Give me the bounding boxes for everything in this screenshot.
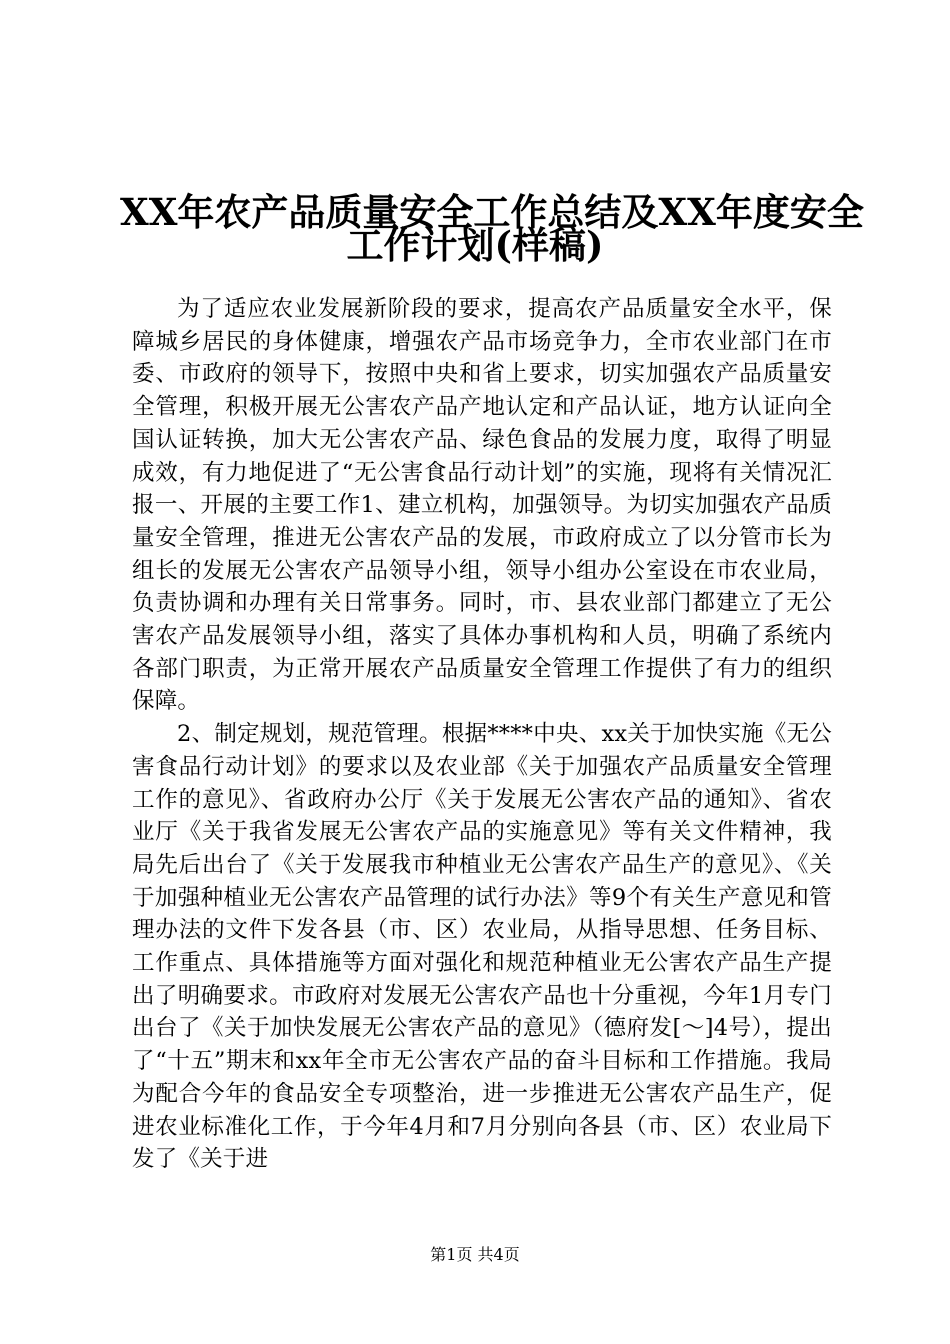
paragraph-1: 为了适应农业发展新阶段的要求，提高农产品质量安全水平，保障城乡居民的身体健康，增强农产品市场竞争力，全市农业部门在市委、市政府的领导下，按照中央和省上要求，切实加强农产品质量安全管理，积极开展无公害农产品产地认定和产品认证，地方认证向全国认证转换，加大无公害农产品、绿色食品的发展力度，取得了明显成效，有力地促进了“无公害食品行动计划”的实施，现将有关情况汇报一、开展的主要工作1、建立机构，加强领导。为切实加强农产品质量安全管理，推进无公害农产品的发展，市政府成立了以分管市长为组长的发展无公害农产品领导小组，领导小组办公室设在市农业局，负责协调和办理有关日常事务。同时，市、县农业部门都建立了无公害农产品发展领导小组，落实了具体办事机构和人员，明确了系统内各部门职责，为正常开展农产品质量安全管理工作提供了有力的组织保障。 bbox=[132, 296, 832, 715]
page-number-footer: 第1页 共4页 bbox=[430, 1245, 520, 1264]
document-title-line-2: 工作计划(样稿) bbox=[346, 223, 604, 267]
document-body bbox=[132, 293, 832, 1176]
document-title-line-1: XX年农产品质量安全工作总结及XX年度安全 bbox=[120, 190, 864, 234]
paragraph-2: 2、制定规划，规范管理。根据****中央、xx关于加快实施《无公害食品行动计划》的要求以及农业部《关于加强农产品质量安全管理工作的意见》、省政府办公厅《关于发展无公害农产品的通知》、省农业厅《关于我省发展无公害农产品的实施意见》等有关文件精神，我局先后出台了《关于发展我市种植业无公害农产品生产的意见》、《关于加强种植业无公害农产品管理的试行办法》等9个有关生产意见和管理办法的文件下发各县（市、区）农业局，从指导思想、任务目标、工作重点、具体措施等方面对强化和规范种植业无公害农产品生产提出了明确要求。市政府对发展无公害农产品也十分重视，今年1月专门出台了《关于加快发展无公害农产品的意见》（德府发[～]4号），提出了“十五”期末和xx年全市无公害农产品的奋斗目标和工作措施。我局为配合今年的食品安全专项整治，进一步推进无公害农产品生产，促进农业标准化工作，于今年4月和7月分别向各县（市、区）农业局下发了《关于进 bbox=[132, 721, 832, 1173]
